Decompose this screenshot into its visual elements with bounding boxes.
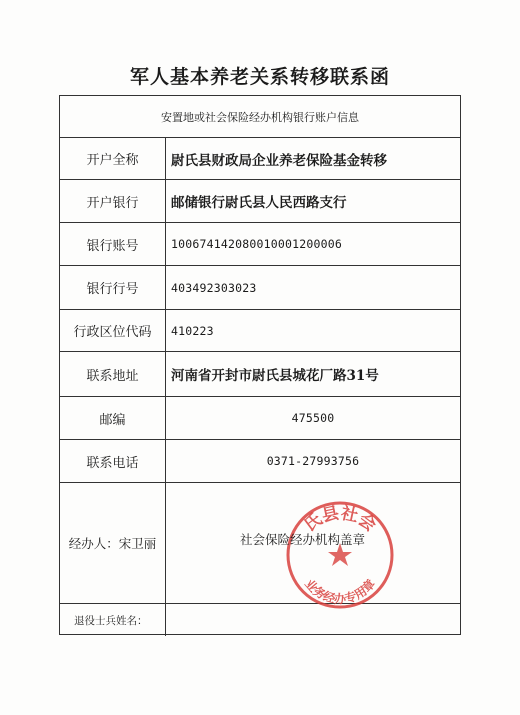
row-value: 河南省开封市尉氏县城花厂路31号	[171, 368, 379, 384]
table-header	[60, 96, 460, 138]
row-label: 联系地址	[60, 352, 166, 396]
table-row	[60, 180, 460, 223]
row-label: 银行账号	[60, 223, 166, 265]
table-row	[60, 266, 460, 310]
row-value: 100674142080010001200006	[171, 237, 342, 251]
handler-cell	[60, 483, 166, 603]
row-label: 开户银行	[60, 180, 166, 222]
row-value: 邮储银行尉氏县人民西路支行	[171, 195, 347, 211]
svg-text:业务经办专用章	[302, 576, 378, 606]
row-value: 475500	[291, 411, 335, 425]
info-table	[59, 95, 461, 635]
seal-bottom-text: 业务经办专用章	[301, 576, 379, 606]
official-seal	[284, 499, 396, 611]
veteran-label: 退役士兵姓名：	[60, 604, 166, 636]
table-row	[60, 352, 460, 397]
row-label: 行政区位代码	[60, 310, 166, 351]
table-row	[60, 440, 460, 483]
row-label: 开户全称	[60, 138, 166, 179]
table-row-seal	[60, 483, 460, 604]
row-label: 邮编	[60, 397, 166, 439]
handler-label: 经办人：宋卫丽	[68, 536, 157, 551]
table-row-veteran	[60, 604, 460, 636]
row-label: 银行行号	[60, 266, 166, 309]
seal-top-text: 氏县社会	[300, 503, 380, 536]
table-row	[60, 223, 460, 266]
row-value: 410223	[171, 323, 214, 338]
table-row	[60, 310, 460, 352]
row-value: 尉氏县财政局企业养老保险基金转移	[171, 152, 387, 169]
table-header-text: 安置地或社会保险经办机构银行账户信息	[161, 110, 359, 124]
seal-label: 社会保险经办机构盖章	[240, 532, 366, 547]
row-value: 0371-27993756	[266, 454, 360, 468]
table-row	[60, 138, 460, 180]
table-row	[60, 397, 460, 440]
document-title: 军人基本养老关系转移联系函	[129, 66, 390, 88]
row-label: 联系电话	[60, 440, 166, 482]
row-value: 403492303023	[171, 280, 257, 295]
